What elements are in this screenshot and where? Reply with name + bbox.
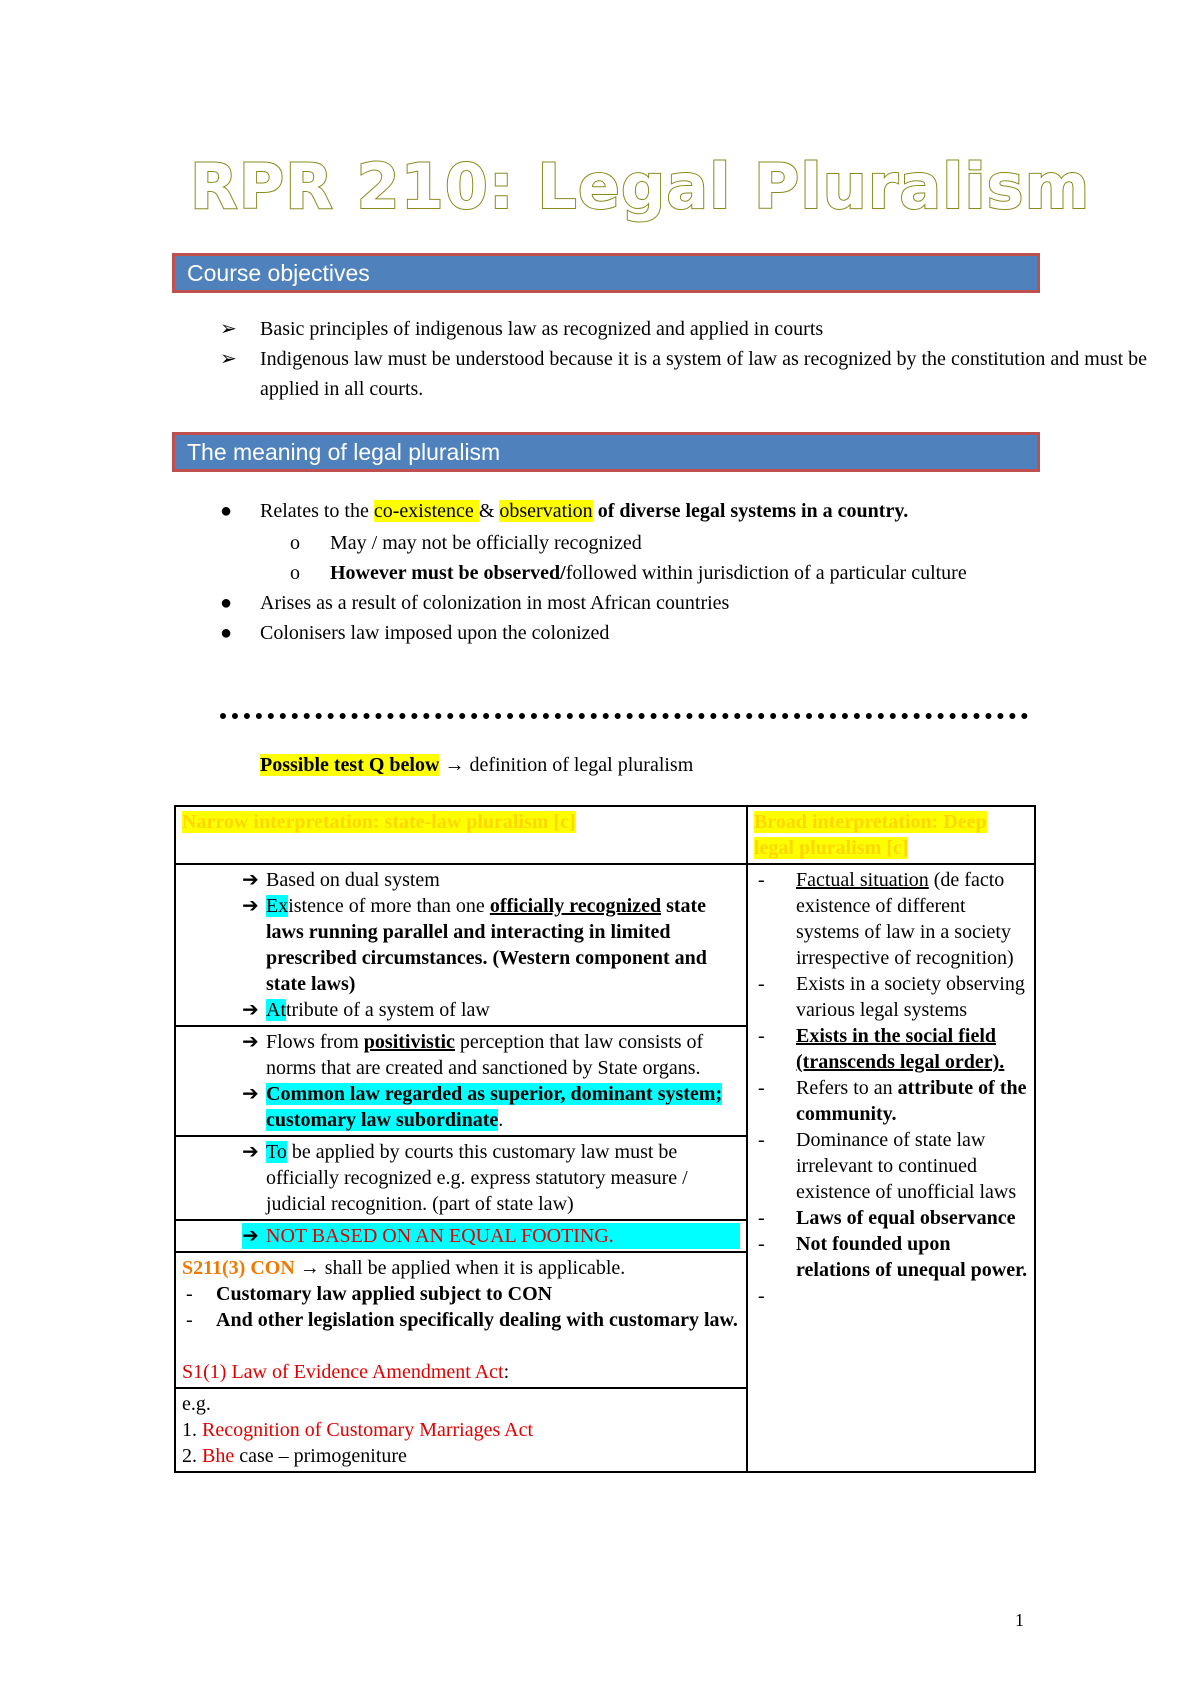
dash-bullet: - [758,1077,765,1099]
table-cell-broad [747,864,1035,1472]
dash-bullet: - [186,1309,193,1331]
list-item: ➔ Flows from positivistic perception that law consists of norms that are created and sanctioned by State organs. [242,1031,704,1079]
list-item: ● Colonisers law imposed upon the colonized [220,618,1030,648]
table-header-broad: Broad interpretation: Deep legal pluralism [c] [747,806,1035,864]
arrow-right-icon: ➔ [242,1031,259,1053]
dotted-divider [220,713,1028,719]
arrow-right-icon: ➔ [242,895,259,917]
arrow-right-icon: ➔ [242,999,259,1021]
list-item: o May / may not be officially recognized [220,528,1030,558]
list-item: ➔ Based on dual system [242,869,440,891]
dash-bullet: - [758,869,765,891]
circle-bullet-icon: o [290,532,300,554]
dash-bullet: - [758,1285,765,1307]
list-item: ➔ Attribute of a system of law [242,999,490,1021]
eg-label: e.g. [182,1393,211,1415]
list-item: - Dominance of state law irrelevant to continued existence of unofficial laws [758,1129,1017,1203]
circle-bullet-icon: o [290,562,300,584]
list-item: - Exists in a society observing various legal systems [758,973,1025,1021]
bullet-dot-icon: ● [220,622,233,644]
list-item: ➢ Basic principles of indigenous law as recognized and applied in courts [220,314,1200,344]
bullet-dot-icon: ● [220,592,233,614]
arrow-bullet-icon: ➢ [220,348,237,370]
section-header-meaning: The meaning of legal pluralism [172,432,1040,472]
list-item: - And other legislation specifically dealing with customary law. [186,1309,738,1331]
table-cell [175,1026,747,1136]
table-cell [175,1388,747,1472]
dash-bullet: - [758,1025,765,1047]
table-cell [175,1220,747,1252]
s1-line: S1(1) Law of Evidence Amendment Act: [182,1361,510,1383]
dash-bullet: - [186,1283,193,1305]
list-item: o However must be observed/followed within jurisdiction of a particular culture [220,558,1030,588]
arrow-right-icon: → [444,754,465,776]
table-cell [175,1252,747,1388]
test-question-note: Possible test Q below → definition of legal pluralism [260,754,694,776]
dash-bullet: - [758,1207,765,1229]
dash-bullet: - [758,1233,765,1255]
list-item: ➔ Common law regarded as superior, dominant system; customary law subordinate. [242,1083,723,1131]
arrow-right-icon: ➔ [242,1141,259,1163]
dash-bullet: - [758,973,765,995]
arrow-bullet-icon: ➢ [220,318,237,340]
list-item: 2. Bhe case – primogeniture [182,1445,407,1467]
s211-line: S211(3) CON → shall be applied when it is applicable. [182,1257,626,1279]
list-item: 1. Recognition of Customary Marriages Act [182,1419,534,1441]
list-item: - Laws of equal observance [758,1207,1016,1229]
table-cell [175,1136,747,1220]
list-item: ● Arises as a result of colonization in most African countries [220,588,1030,618]
list-item: - Factual situation (de facto existence of different systems of law in a society irrespective of recognition) [758,869,1014,969]
section-header-course-objectives: Course objectives [172,253,1040,293]
list-item: - Customary law applied subject to CON [186,1283,553,1305]
arrow-right-icon: ➔ [242,1083,259,1105]
arrow-right-icon: ➔ [242,1225,259,1247]
list-item: - Exists in the social field (transcends legal order). [758,1025,1005,1073]
list-item: ➢ Indigenous law must be understood because it is a system of law as recognized by the constitution and must be applied in all courts. [220,344,1200,404]
list-item: ➔ To be applied by courts this customary law must be officially recognized e.g. express statutory measure / judicial recognition. (part of state law) [242,1141,688,1215]
dash-bullet: - [758,1129,765,1151]
interpretation-table [174,805,1036,1473]
page-title: RPR 210: Legal Pluralism [190,150,1091,223]
table-cell [175,864,747,1026]
objectives-list [220,314,1200,404]
list-item: ● Relates to the co-existence & observation of diverse legal systems in a country. [220,495,1030,528]
list-item: - Not founded upon relations of unequal power. [758,1233,1028,1281]
arrow-right-icon: ➔ [242,869,259,891]
table-header-narrow: Narrow interpretation: state-law pluralism [c] [175,806,747,864]
list-item: ➔ Existence of more than one officially recognized state laws running parallel and interacting in limited prescribed circumstances. (Western component and state laws) [242,895,707,995]
bullet-dot-icon: ● [220,500,233,522]
list-item: ➔ NOT BASED ON AN EQUAL FOOTING. [242,1223,740,1249]
meaning-list [220,495,1030,648]
page-number: 1 [1015,1610,1024,1630]
arrow-right-icon: → [299,1257,320,1279]
list-item: - Refers to an attribute of the community. [758,1077,1027,1125]
